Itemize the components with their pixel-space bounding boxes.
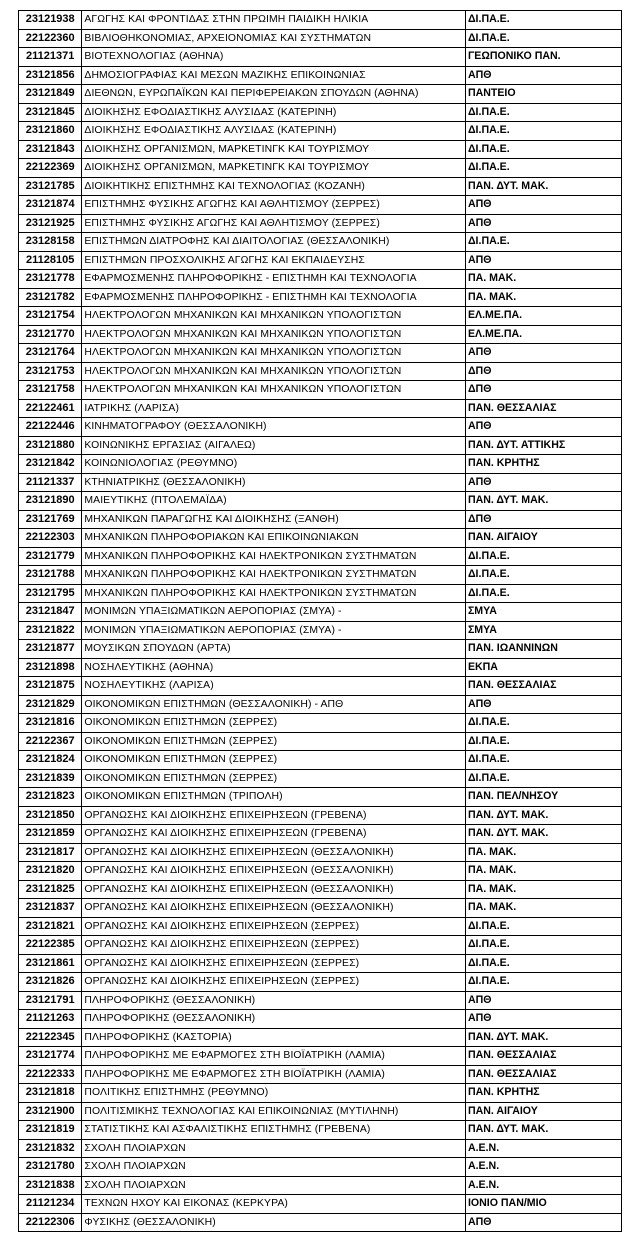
row-department-cell: ΕΠΙΣΤΗΜΗΣ ΦΥΣΙΚΗΣ ΑΓΩΓΗΣ ΚΑΙ ΑΘΛΗΤΙΣΜΟΥ (ΣΕΡΡΕΣ) xyxy=(82,196,466,215)
row-department-cell: ΕΠΙΣΤΗΜΩΝ ΔΙΑΤΡΟΦΗΣ ΚΑΙ ΔΙΑΙΤΟΛΟΓΙΑΣ (ΘΕΣΣΑΛΟΝΙΚΗ) xyxy=(82,233,466,252)
table-row xyxy=(19,1010,622,1029)
row-institution-cell: ΣΜΥΑ xyxy=(465,621,621,640)
table-row xyxy=(19,48,622,67)
table-row xyxy=(19,529,622,548)
row-department-cell: ΜΟΝΙΜΩΝ ΥΠΑΞΙΩΜΑΤΙΚΩΝ ΑΕΡΟΠΟΡΙΑΣ (ΣΜΥΑ) - xyxy=(82,621,466,640)
table-row xyxy=(19,11,622,30)
row-department-cell: ΔΙΕΘΝΩΝ, ΕΥΡΩΠΑΪΚΩΝ ΚΑΙ ΠΕΡΙΦΕΡΕΙΑΚΩΝ ΣΠΟΥΔΩΝ (ΑΘΗΝΑ) xyxy=(82,85,466,104)
row-institution-cell: ΠΑ. ΜΑΚ. xyxy=(465,843,621,862)
row-department-cell: ΠΛΗΡΟΦΟΡΙΚΗΣ (ΚΑΣΤΟΡΙΑ) xyxy=(82,1028,466,1047)
row-institution-cell: ΠΑ. ΜΑΚ. xyxy=(465,862,621,881)
row-code-cell: 22122385 xyxy=(19,936,82,955)
row-department-cell: ΟΙΚΟΝΟΜΙΚΩΝ ΕΠΙΣΤΗΜΩΝ (ΣΕΡΡΕΣ) xyxy=(82,732,466,751)
table-row xyxy=(19,603,622,622)
table-row xyxy=(19,122,622,141)
row-code-cell: 23121843 xyxy=(19,140,82,159)
row-institution-cell: ΑΠΘ xyxy=(465,695,621,714)
row-department-cell: ΕΠΙΣΤΗΜΩΝ ΠΡΟΣΧΟΛΙΚΗΣ ΑΓΩΓΗΣ ΚΑΙ ΕΚΠΑΙΔΕΥΣΗΣ xyxy=(82,251,466,270)
table-row xyxy=(19,547,622,566)
table-row xyxy=(19,307,622,326)
row-code-cell: 22122306 xyxy=(19,1213,82,1232)
row-institution-cell: ΠΑ. ΜΑΚ. xyxy=(465,899,621,918)
table-row xyxy=(19,381,622,400)
table-row xyxy=(19,1158,622,1177)
row-institution-cell: ΠΑΝ. ΔΥΤ. ΑΤΤΙΚΗΣ xyxy=(465,436,621,455)
row-code-cell: 23121845 xyxy=(19,103,82,122)
row-institution-cell: ΑΠΘ xyxy=(465,344,621,363)
row-department-cell: ΗΛΕΚΤΡΟΛΟΓΩΝ ΜΗΧΑΝΙΚΩΝ ΚΑΙ ΜΗΧΑΝΙΚΩΝ ΥΠΟΛΟΓΙΣΤΩΝ xyxy=(82,381,466,400)
row-code-cell: 23121795 xyxy=(19,584,82,603)
table-row xyxy=(19,788,622,807)
row-institution-cell: ΠΑ. ΜΑΚ. xyxy=(465,288,621,307)
table-row xyxy=(19,917,622,936)
row-institution-cell: ΔΙ.ΠΑ.Ε. xyxy=(465,11,621,30)
row-institution-cell: ΔΙ.ΠΑ.Ε. xyxy=(465,936,621,955)
row-institution-cell: ΑΠΘ xyxy=(465,66,621,85)
row-code-cell: 23121824 xyxy=(19,751,82,770)
row-institution-cell: ΕΚΠΑ xyxy=(465,658,621,677)
row-code-cell: 22122333 xyxy=(19,1065,82,1084)
row-code-cell: 22122367 xyxy=(19,732,82,751)
row-department-cell: ΣΧΟΛΗ ΠΛΟΙΑΡΧΩΝ xyxy=(82,1176,466,1195)
table-row xyxy=(19,1139,622,1158)
row-department-cell: ΗΛΕΚΤΡΟΛΟΓΩΝ ΜΗΧΑΝΙΚΩΝ ΚΑΙ ΜΗΧΑΝΙΚΩΝ ΥΠΟΛΟΓΙΣΤΩΝ xyxy=(82,362,466,381)
row-department-cell: ΒΙΟΤΕΧΝΟΛΟΓΙΑΣ (ΑΘΗΝΑ) xyxy=(82,48,466,67)
table-row xyxy=(19,1028,622,1047)
row-institution-cell: ΠΑΝΤΕΙΟ xyxy=(465,85,621,104)
row-department-cell: ΝΟΣΗΛΕΥΤΙΚΗΣ (ΑΘΗΝΑ) xyxy=(82,658,466,677)
row-department-cell: ΟΙΚΟΝΟΜΙΚΩΝ ΕΠΙΣΤΗΜΩΝ (ΤΡΙΠΟΛΗ) xyxy=(82,788,466,807)
row-department-cell: ΟΙΚΟΝΟΜΙΚΩΝ ΕΠΙΣΤΗΜΩΝ (ΣΕΡΡΕΣ) xyxy=(82,714,466,733)
departments-table xyxy=(18,10,622,1232)
row-department-cell: ΠΛΗΡΟΦΟΡΙΚΗΣ ΜΕ ΕΦΑΡΜΟΓΕΣ ΣΤΗ ΒΙΟΪΑΤΡΙΚΗ (ΛΑΜΙΑ) xyxy=(82,1065,466,1084)
row-code-cell: 23121875 xyxy=(19,677,82,696)
row-code-cell: 21121371 xyxy=(19,48,82,67)
row-code-cell: 23121823 xyxy=(19,788,82,807)
row-institution-cell: ΠΑΝ. ΘΕΣΣΑΛΙΑΣ xyxy=(465,677,621,696)
table-row xyxy=(19,455,622,474)
table-row xyxy=(19,177,622,196)
table-row xyxy=(19,399,622,418)
row-institution-cell: ΔΠΘ xyxy=(465,362,621,381)
row-department-cell: ΟΙΚΟΝΟΜΙΚΩΝ ΕΠΙΣΤΗΜΩΝ (ΣΕΡΡΕΣ) xyxy=(82,769,466,788)
row-department-cell: ΣΧΟΛΗ ΠΛΟΙΑΡΧΩΝ xyxy=(82,1139,466,1158)
row-code-cell: 22122303 xyxy=(19,529,82,548)
row-department-cell: ΠΛΗΡΟΦΟΡΙΚΗΣ ΜΕ ΕΦΑΡΜΟΓΕΣ ΣΤΗ ΒΙΟΪΑΤΡΙΚΗ (ΛΑΜΙΑ) xyxy=(82,1047,466,1066)
row-code-cell: 23121842 xyxy=(19,455,82,474)
table-row xyxy=(19,159,622,178)
row-code-cell: 23121821 xyxy=(19,917,82,936)
row-department-cell: ΔΙΟΙΚΗΣΗΣ ΕΦΟΔΙΑΣΤΙΚΗΣ ΑΛΥΣΙΔΑΣ (ΚΑΤΕΡΙΝΗ) xyxy=(82,122,466,141)
row-department-cell: ΗΛΕΚΤΡΟΛΟΓΩΝ ΜΗΧΑΝΙΚΩΝ ΚΑΙ ΜΗΧΑΝΙΚΩΝ ΥΠΟΛΟΓΙΣΤΩΝ xyxy=(82,325,466,344)
table-row xyxy=(19,806,622,825)
row-institution-cell: ΙΟΝΙΟ ΠΑΝ/ΜΙΟ xyxy=(465,1195,621,1214)
table-row xyxy=(19,1195,622,1214)
row-department-cell: ΟΡΓΑΝΩΣΗΣ ΚΑΙ ΔΙΟΙΚΗΣΗΣ ΕΠΙΧΕΙΡΗΣΕΩΝ (ΣΕΡΡΕΣ) xyxy=(82,936,466,955)
row-department-cell: ΙΑΤΡΙΚΗΣ (ΛΑΡΙΣΑ) xyxy=(82,399,466,418)
row-code-cell: 23121758 xyxy=(19,381,82,400)
row-code-cell: 23121826 xyxy=(19,973,82,992)
row-department-cell: ΟΡΓΑΝΩΣΗΣ ΚΑΙ ΔΙΟΙΚΗΣΗΣ ΕΠΙΧΕΙΡΗΣΕΩΝ (ΘΕΣΣΑΛΟΝΙΚΗ) xyxy=(82,899,466,918)
table-row xyxy=(19,1213,622,1232)
table-row xyxy=(19,103,622,122)
table-row xyxy=(19,751,622,770)
row-code-cell: 23121780 xyxy=(19,1158,82,1177)
table-row xyxy=(19,196,622,215)
row-code-cell: 23121849 xyxy=(19,85,82,104)
table-row xyxy=(19,677,622,696)
row-department-cell: ΔΗΜΟΣΙΟΓΡΑΦΙΑΣ ΚΑΙ ΜΕΣΩΝ ΜΑΖΙΚΗΣ ΕΠΙΚΟΙΝΩΝΙΑΣ xyxy=(82,66,466,85)
row-code-cell: 23121838 xyxy=(19,1176,82,1195)
table-row xyxy=(19,658,622,677)
row-code-cell: 23121778 xyxy=(19,270,82,289)
row-department-cell: ΚΟΙΝΩΝΙΟΛΟΓΙΑΣ (ΡΕΘΥΜΝΟ) xyxy=(82,455,466,474)
row-code-cell: 23121774 xyxy=(19,1047,82,1066)
row-institution-cell: ΔΠΘ xyxy=(465,381,621,400)
row-institution-cell: Α.Ε.Ν. xyxy=(465,1158,621,1177)
row-code-cell: 23121753 xyxy=(19,362,82,381)
row-department-cell: ΔΙΟΙΚΗΣΗΣ ΟΡΓΑΝΙΣΜΩΝ, ΜΑΡΚΕΤΙΝΓΚ ΚΑΙ ΤΟΥΡΙΣΜΟΥ xyxy=(82,159,466,178)
row-code-cell: 23121860 xyxy=(19,122,82,141)
row-institution-cell: ΠΑΝ. ΘΕΣΣΑΛΙΑΣ xyxy=(465,1047,621,1066)
row-code-cell: 23121779 xyxy=(19,547,82,566)
row-code-cell: 23121820 xyxy=(19,862,82,881)
row-department-cell: ΟΡΓΑΝΩΣΗΣ ΚΑΙ ΔΙΟΙΚΗΣΗΣ ΕΠΙΧΕΙΡΗΣΕΩΝ (ΣΕΡΡΕΣ) xyxy=(82,917,466,936)
table-row xyxy=(19,732,622,751)
row-institution-cell: ΠΑΝ. ΔΥΤ. ΜΑΚ. xyxy=(465,492,621,511)
table-row xyxy=(19,1176,622,1195)
row-department-cell: ΜΟΥΣΙΚΩΝ ΣΠΟΥΔΩΝ (ΑΡΤΑ) xyxy=(82,640,466,659)
row-institution-cell: ΔΙ.ΠΑ.Ε. xyxy=(465,29,621,48)
table-row xyxy=(19,288,622,307)
row-code-cell: 23121859 xyxy=(19,825,82,844)
table-row xyxy=(19,695,622,714)
row-institution-cell: ΔΙ.ΠΑ.Ε. xyxy=(465,751,621,770)
row-code-cell: 23121837 xyxy=(19,899,82,918)
row-department-cell: ΕΠΙΣΤΗΜΗΣ ΦΥΣΙΚΗΣ ΑΓΩΓΗΣ ΚΑΙ ΑΘΛΗΤΙΣΜΟΥ (ΣΕΡΡΕΣ) xyxy=(82,214,466,233)
row-code-cell: 23121782 xyxy=(19,288,82,307)
row-code-cell: 23121856 xyxy=(19,66,82,85)
row-department-cell: ΕΦΑΡΜΟΣΜΕΝΗΣ ΠΛΗΡΟΦΟΡΙΚΗΣ - ΕΠΙΣΤΗΜΗ ΚΑΙ ΤΕΧΝΟΛΟΓΙΑ xyxy=(82,270,466,289)
table-row xyxy=(19,140,622,159)
row-institution-cell: ΔΙ.ΠΑ.Ε. xyxy=(465,769,621,788)
row-institution-cell: ΑΠΘ xyxy=(465,991,621,1010)
row-institution-cell: ΑΠΘ xyxy=(465,196,621,215)
row-code-cell: 23121817 xyxy=(19,843,82,862)
row-department-cell: ΔΙΟΙΚΗΣΗΣ ΕΦΟΔΙΑΣΤΙΚΗΣ ΑΛΥΣΙΔΑΣ (ΚΑΤΕΡΙΝΗ) xyxy=(82,103,466,122)
row-department-cell: ΜΑΙΕΥΤΙΚΗΣ (ΠΤΟΛΕΜΑΪΔΑ) xyxy=(82,492,466,511)
table-row xyxy=(19,584,622,603)
table-row xyxy=(19,214,622,233)
row-institution-cell: ΔΙ.ΠΑ.Ε. xyxy=(465,732,621,751)
table-row xyxy=(19,880,622,899)
row-department-cell: ΟΡΓΑΝΩΣΗΣ ΚΑΙ ΔΙΟΙΚΗΣΗΣ ΕΠΙΧΕΙΡΗΣΕΩΝ (ΘΕΣΣΑΛΟΝΙΚΗ) xyxy=(82,843,466,862)
row-institution-cell: ΠΑΝ. ΔΥΤ. ΜΑΚ. xyxy=(465,825,621,844)
table-row xyxy=(19,1065,622,1084)
row-code-cell: 23121877 xyxy=(19,640,82,659)
row-institution-cell: ΕΛ.ΜΕ.ΠΑ. xyxy=(465,325,621,344)
table-row xyxy=(19,769,622,788)
row-code-cell: 23121791 xyxy=(19,991,82,1010)
row-department-cell: ΤΕΧΝΩΝ ΗΧΟΥ ΚΑΙ ΕΙΚΟΝΑΣ (ΚΕΡΚΥΡΑ) xyxy=(82,1195,466,1214)
row-institution-cell: ΑΠΘ xyxy=(465,214,621,233)
table-row xyxy=(19,85,622,104)
row-department-cell: ΑΓΩΓΗΣ ΚΑΙ ΦΡΟΝΤΙΔΑΣ ΣΤΗΝ ΠΡΩΙΜΗ ΠΑΙΔΙΚΗ ΗΛΙΚΙΑ xyxy=(82,11,466,30)
row-code-cell: 23121816 xyxy=(19,714,82,733)
table-row xyxy=(19,621,622,640)
table-row xyxy=(19,954,622,973)
row-institution-cell: Α.Ε.Ν. xyxy=(465,1139,621,1158)
row-department-cell: ΟΡΓΑΝΩΣΗΣ ΚΑΙ ΔΙΟΙΚΗΣΗΣ ΕΠΙΧΕΙΡΗΣΕΩΝ (ΓΡΕΒΕΝΑ) xyxy=(82,806,466,825)
row-code-cell: 23121819 xyxy=(19,1121,82,1140)
row-code-cell: 23121825 xyxy=(19,880,82,899)
row-institution-cell: ΠΑΝ. ΔΥΤ. ΜΑΚ. xyxy=(465,177,621,196)
departments-table-body xyxy=(19,11,622,1232)
row-department-cell: ΜΗΧΑΝΙΚΩΝ ΠΛΗΡΟΦΟΡΙΑΚΩΝ ΚΑΙ ΕΠΙΚΟΙΝΩΝΙΑΚΩΝ xyxy=(82,529,466,548)
row-institution-cell: ΑΠΘ xyxy=(465,251,621,270)
row-code-cell: 23121769 xyxy=(19,510,82,529)
row-department-cell: ΠΛΗΡΟΦΟΡΙΚΗΣ (ΘΕΣΣΑΛΟΝΙΚΗ) xyxy=(82,1010,466,1029)
table-row xyxy=(19,640,622,659)
table-row xyxy=(19,1102,622,1121)
row-institution-cell: ΔΙ.ΠΑ.Ε. xyxy=(465,954,621,973)
row-code-cell: 23121764 xyxy=(19,344,82,363)
table-row xyxy=(19,362,622,381)
table-row xyxy=(19,233,622,252)
row-code-cell: 23121822 xyxy=(19,621,82,640)
row-code-cell: 21128105 xyxy=(19,251,82,270)
row-department-cell: ΟΡΓΑΝΩΣΗΣ ΚΑΙ ΔΙΟΙΚΗΣΗΣ ΕΠΙΧΕΙΡΗΣΕΩΝ (ΘΕΣΣΑΛΟΝΙΚΗ) xyxy=(82,880,466,899)
row-department-cell: ΣΧΟΛΗ ΠΛΟΙΑΡΧΩΝ xyxy=(82,1158,466,1177)
row-institution-cell: ΠΑΝ. ΔΥΤ. ΜΑΚ. xyxy=(465,1028,621,1047)
row-department-cell: ΚΤΗΝΙΑΤΡΙΚΗΣ (ΘΕΣΣΑΛΟΝΙΚΗ) xyxy=(82,473,466,492)
row-institution-cell: ΔΙ.ΠΑ.Ε. xyxy=(465,233,621,252)
row-department-cell: ΟΡΓΑΝΩΣΗΣ ΚΑΙ ΔΙΟΙΚΗΣΗΣ ΕΠΙΧΕΙΡΗΣΕΩΝ (ΘΕΣΣΑΛΟΝΙΚΗ) xyxy=(82,862,466,881)
row-code-cell: 22122461 xyxy=(19,399,82,418)
table-row xyxy=(19,436,622,455)
row-code-cell: 23121861 xyxy=(19,954,82,973)
row-code-cell: 23121832 xyxy=(19,1139,82,1158)
row-department-cell: ΜΗΧΑΝΙΚΩΝ ΠΑΡΑΓΩΓΗΣ ΚΑΙ ΔΙΟΙΚΗΣΗΣ (ΞΑΝΘΗ) xyxy=(82,510,466,529)
row-department-cell: ΟΡΓΑΝΩΣΗΣ ΚΑΙ ΔΙΟΙΚΗΣΗΣ ΕΠΙΧΕΙΡΗΣΕΩΝ (ΣΕΡΡΕΣ) xyxy=(82,954,466,973)
row-code-cell: 21121337 xyxy=(19,473,82,492)
row-code-cell: 23121890 xyxy=(19,492,82,511)
row-code-cell: 23121788 xyxy=(19,566,82,585)
row-department-cell: ΚΙΝΗΜΑΤΟΓΡΑΦΟΥ (ΘΕΣΣΑΛΟΝΙΚΗ) xyxy=(82,418,466,437)
row-department-cell: ΟΙΚΟΝΟΜΙΚΩΝ ΕΠΙΣΤΗΜΩΝ (ΘΕΣΣΑΛΟΝΙΚΗ) - ΑΠΘ xyxy=(82,695,466,714)
row-institution-cell: ΠΑΝ. ΔΥΤ. ΜΑΚ. xyxy=(465,806,621,825)
row-institution-cell: ΔΙ.ΠΑ.Ε. xyxy=(465,714,621,733)
row-institution-cell: ΑΠΘ xyxy=(465,1010,621,1029)
row-code-cell: 23121754 xyxy=(19,307,82,326)
row-department-cell: ΗΛΕΚΤΡΟΛΟΓΩΝ ΜΗΧΑΝΙΚΩΝ ΚΑΙ ΜΗΧΑΝΙΚΩΝ ΥΠΟΛΟΓΙΣΤΩΝ xyxy=(82,307,466,326)
table-row xyxy=(19,344,622,363)
row-department-cell: ΣΤΑΤΙΣΤΙΚΗΣ ΚΑΙ ΑΣΦΑΛΙΣΤΙΚΗΣ ΕΠΙΣΤΗΜΗΣ (ΓΡΕΒΕΝΑ) xyxy=(82,1121,466,1140)
row-institution-cell: ΣΜΥΑ xyxy=(465,603,621,622)
row-code-cell: 23121829 xyxy=(19,695,82,714)
row-institution-cell: ΠΑΝ. ΚΡΗΤΗΣ xyxy=(465,1084,621,1103)
row-institution-cell: ΠΑΝ. ΘΕΣΣΑΛΙΑΣ xyxy=(465,399,621,418)
row-institution-cell: ΔΙ.ΠΑ.Ε. xyxy=(465,566,621,585)
row-code-cell: 21121263 xyxy=(19,1010,82,1029)
row-department-cell: ΟΡΓΑΝΩΣΗΣ ΚΑΙ ΔΙΟΙΚΗΣΗΣ ΕΠΙΧΕΙΡΗΣΕΩΝ (ΣΕΡΡΕΣ) xyxy=(82,973,466,992)
row-department-cell: ΚΟΙΝΩΝΙΚΗΣ ΕΡΓΑΣΙΑΣ (ΑΙΓΑΛΕΩ) xyxy=(82,436,466,455)
row-institution-cell: ΠΑΝ. ΚΡΗΤΗΣ xyxy=(465,455,621,474)
row-institution-cell: ΠΑΝ. ΑΙΓΑΙΟΥ xyxy=(465,529,621,548)
table-row xyxy=(19,1084,622,1103)
row-department-cell: ΟΡΓΑΝΩΣΗΣ ΚΑΙ ΔΙΟΙΚΗΣΗΣ ΕΠΙΧΕΙΡΗΣΕΩΝ (ΓΡΕΒΕΝΑ) xyxy=(82,825,466,844)
row-code-cell: 23121874 xyxy=(19,196,82,215)
row-institution-cell: ΠΑ. ΜΑΚ. xyxy=(465,270,621,289)
row-code-cell: 23121847 xyxy=(19,603,82,622)
table-row xyxy=(19,973,622,992)
row-code-cell: 22122360 xyxy=(19,29,82,48)
row-code-cell: 22122446 xyxy=(19,418,82,437)
row-code-cell: 23121898 xyxy=(19,658,82,677)
table-row xyxy=(19,66,622,85)
row-department-cell: ΜΟΝΙΜΩΝ ΥΠΑΞΙΩΜΑΤΙΚΩΝ ΑΕΡΟΠΟΡΙΑΣ (ΣΜΥΑ) - xyxy=(82,603,466,622)
row-institution-cell: ΠΑΝ. ΠΕΛ/ΝΗΣΟΥ xyxy=(465,788,621,807)
row-institution-cell: ΔΙ.ΠΑ.Ε. xyxy=(465,122,621,141)
row-institution-cell: ΠΑ. ΜΑΚ. xyxy=(465,880,621,899)
row-department-cell: ΝΟΣΗΛΕΥΤΙΚΗΣ (ΛΑΡΙΣΑ) xyxy=(82,677,466,696)
table-row xyxy=(19,899,622,918)
row-code-cell: 23121818 xyxy=(19,1084,82,1103)
row-department-cell: ΦΥΣΙΚΗΣ (ΘΕΣΣΑΛΟΝΙΚΗ) xyxy=(82,1213,466,1232)
row-code-cell: 22122345 xyxy=(19,1028,82,1047)
row-institution-cell: ΔΠΘ xyxy=(465,510,621,529)
row-department-cell: ΠΟΛΙΤΙΣΜΙΚΗΣ ΤΕΧΝΟΛΟΓΙΑΣ ΚΑΙ ΕΠΙΚΟΙΝΩΝΙΑΣ (ΜΥΤΙΛΗΝΗ) xyxy=(82,1102,466,1121)
row-institution-cell: ΔΙ.ΠΑ.Ε. xyxy=(465,973,621,992)
row-institution-cell: ΑΠΘ xyxy=(465,473,621,492)
table-row xyxy=(19,862,622,881)
table-row xyxy=(19,473,622,492)
row-institution-cell: ΠΑΝ. ΘΕΣΣΑΛΙΑΣ xyxy=(465,1065,621,1084)
row-code-cell: 23121925 xyxy=(19,214,82,233)
row-institution-cell: Α.Ε.Ν. xyxy=(465,1176,621,1195)
row-code-cell: 23121770 xyxy=(19,325,82,344)
row-institution-cell: ΓΕΩΠΟΝΙΚΟ ΠΑΝ. xyxy=(465,48,621,67)
table-row xyxy=(19,418,622,437)
row-institution-cell: ΠΑΝ. ΑΙΓΑΙΟΥ xyxy=(465,1102,621,1121)
row-department-cell: ΗΛΕΚΤΡΟΛΟΓΩΝ ΜΗΧΑΝΙΚΩΝ ΚΑΙ ΜΗΧΑΝΙΚΩΝ ΥΠΟΛΟΓΙΣΤΩΝ xyxy=(82,344,466,363)
row-department-cell: ΟΙΚΟΝΟΜΙΚΩΝ ΕΠΙΣΤΗΜΩΝ (ΣΕΡΡΕΣ) xyxy=(82,751,466,770)
table-row xyxy=(19,325,622,344)
row-department-cell: ΜΗΧΑΝΙΚΩΝ ΠΛΗΡΟΦΟΡΙΚΗΣ ΚΑΙ ΗΛΕΚΤΡΟΝΙΚΩΝ ΣΥΣΤΗΜΑΤΩΝ xyxy=(82,584,466,603)
row-code-cell: 23121880 xyxy=(19,436,82,455)
row-code-cell: 23121839 xyxy=(19,769,82,788)
table-row xyxy=(19,843,622,862)
row-code-cell: 21121234 xyxy=(19,1195,82,1214)
row-institution-cell: ΕΛ.ΜΕ.ΠΑ. xyxy=(465,307,621,326)
row-code-cell: 22122369 xyxy=(19,159,82,178)
table-row xyxy=(19,492,622,511)
row-institution-cell: ΑΠΘ xyxy=(465,418,621,437)
row-institution-cell: ΑΠΘ xyxy=(465,1213,621,1232)
table-row xyxy=(19,510,622,529)
row-institution-cell: ΠΑΝ. ΔΥΤ. ΜΑΚ. xyxy=(465,1121,621,1140)
row-institution-cell: ΔΙ.ΠΑ.Ε. xyxy=(465,917,621,936)
table-row xyxy=(19,825,622,844)
row-code-cell: 23121900 xyxy=(19,1102,82,1121)
row-institution-cell: ΔΙ.ΠΑ.Ε. xyxy=(465,584,621,603)
table-row xyxy=(19,1121,622,1140)
row-institution-cell: ΠΑΝ. ΙΩΑΝΝΙΝΩΝ xyxy=(465,640,621,659)
row-department-cell: ΠΛΗΡΟΦΟΡΙΚΗΣ (ΘΕΣΣΑΛΟΝΙΚΗ) xyxy=(82,991,466,1010)
row-department-cell: ΔΙΟΙΚΗΤΙΚΗΣ ΕΠΙΣΤΗΜΗΣ ΚΑΙ ΤΕΧΝΟΛΟΓΙΑΣ (ΚΟΖΑΝΗ) xyxy=(82,177,466,196)
row-department-cell: ΠΟΛΙΤΙΚΗΣ ΕΠΙΣΤΗΜΗΣ (ΡΕΘΥΜΝΟ) xyxy=(82,1084,466,1103)
row-institution-cell: ΔΙ.ΠΑ.Ε. xyxy=(465,103,621,122)
table-row xyxy=(19,991,622,1010)
row-institution-cell: ΔΙ.ΠΑ.Ε. xyxy=(465,159,621,178)
row-department-cell: ΔΙΟΙΚΗΣΗΣ ΟΡΓΑΝΙΣΜΩΝ, ΜΑΡΚΕΤΙΝΓΚ ΚΑΙ ΤΟΥΡΙΣΜΟΥ xyxy=(82,140,466,159)
row-department-cell: ΒΙΒΛΙΟΘΗΚΟΝΟΜΙΑΣ, ΑΡΧΕΙΟΝΟΜΙΑΣ ΚΑΙ ΣΥΣΤΗΜΑΤΩΝ xyxy=(82,29,466,48)
row-department-cell: ΕΦΑΡΜΟΣΜΕΝΗΣ ΠΛΗΡΟΦΟΡΙΚΗΣ - ΕΠΙΣΤΗΜΗ ΚΑΙ ΤΕΧΝΟΛΟΓΙΑ xyxy=(82,288,466,307)
row-code-cell: 23121938 xyxy=(19,11,82,30)
table-row xyxy=(19,1047,622,1066)
row-code-cell: 23128158 xyxy=(19,233,82,252)
table-row xyxy=(19,566,622,585)
row-code-cell: 23121850 xyxy=(19,806,82,825)
row-institution-cell: ΔΙ.ΠΑ.Ε. xyxy=(465,140,621,159)
row-department-cell: ΜΗΧΑΝΙΚΩΝ ΠΛΗΡΟΦΟΡΙΚΗΣ ΚΑΙ ΗΛΕΚΤΡΟΝΙΚΩΝ ΣΥΣΤΗΜΑΤΩΝ xyxy=(82,566,466,585)
table-row xyxy=(19,936,622,955)
table-row xyxy=(19,251,622,270)
table-row xyxy=(19,714,622,733)
row-code-cell: 23121785 xyxy=(19,177,82,196)
table-row xyxy=(19,270,622,289)
table-row xyxy=(19,29,622,48)
row-department-cell: ΜΗΧΑΝΙΚΩΝ ΠΛΗΡΟΦΟΡΙΚΗΣ ΚΑΙ ΗΛΕΚΤΡΟΝΙΚΩΝ ΣΥΣΤΗΜΑΤΩΝ xyxy=(82,547,466,566)
row-institution-cell: ΔΙ.ΠΑ.Ε. xyxy=(465,547,621,566)
